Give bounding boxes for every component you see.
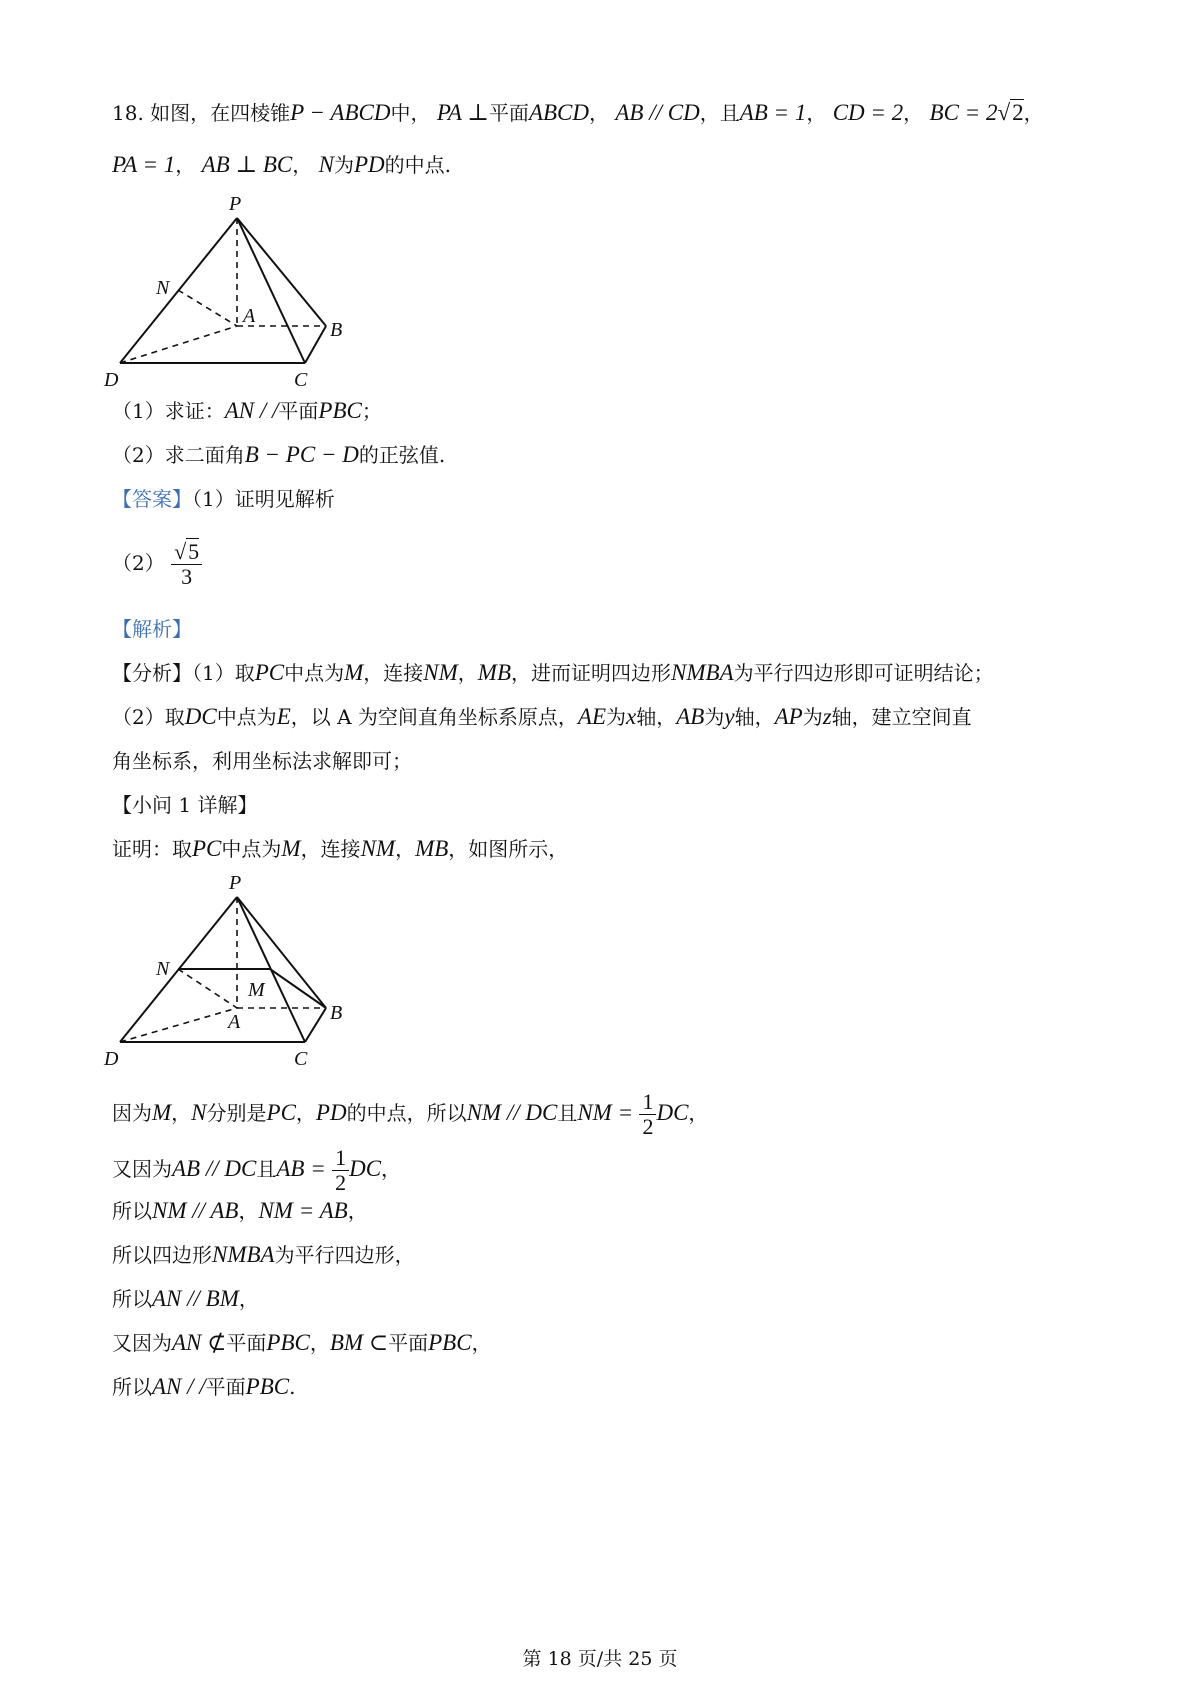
proof-line-3: 又因为AB // DC且AB = $\frac{1}{2}$ DC， (112, 1145, 402, 1195)
answer-tag: 【答案】 (112, 487, 192, 511)
edge-pc (237, 218, 305, 363)
answer-fraction: $\frac{√5}{3}$ (171, 540, 202, 589)
question-line-1: 18. 如图，在四棱锥P − ABCD中， PA ⊥平面ABCD， AB // CD，且AB = 1， CD = 2， BC = 2√2， (112, 100, 1044, 125)
label-a: A (243, 305, 256, 327)
answer-line-1: 【答案】（1）证明见解析 (112, 487, 335, 511)
part-1: （1）求证：AN / /平面PBC； (112, 398, 382, 423)
proof-line-1: 证明：取PC中点为M，连接NM，MB，如图所示， (112, 836, 569, 861)
segment-na (178, 969, 237, 1008)
label-n: N (156, 277, 170, 299)
label-p: P (229, 196, 242, 215)
analysis-tag-line (112, 614, 192, 644)
pyramid-diagram-2 (100, 872, 380, 1072)
answer-line-2: （2） $\frac{√5}{3}$ (112, 540, 202, 589)
analysis-line-1: 【分析】（1）取PC中点为M，连接NM，MB，进而证明四边形NMBA为平行四边形即可证明结论； (112, 660, 994, 685)
label-d: D (104, 1048, 119, 1070)
label-m: M (248, 979, 265, 1001)
detail-tag: 【小问 1 详解】 (112, 793, 258, 817)
segment-na (178, 290, 237, 326)
proof-line-6: 所以AN // BM， (112, 1286, 259, 1311)
pyramid-diagram-1 (100, 196, 380, 396)
fraction-half: $\frac{1}{2}$ (639, 1090, 656, 1139)
label-d: D (104, 369, 119, 391)
proof-line-7: 又因为AN ⊄平面PBC，BM ⊂平面PBC， (112, 1330, 492, 1355)
proof-line-4: 所以NM // AB，NM = AB， (112, 1198, 368, 1223)
label-c: C (294, 1048, 308, 1070)
edge-cb (305, 326, 326, 363)
label-b: B (330, 319, 343, 341)
part-2: （2）求二面角B − PC − D的正弦值. (112, 442, 446, 467)
proof-line-2: 因为M，N分别是PC，PD的中点，所以NM // DC且NM = $\frac{1}{2}$ DC， (112, 1089, 709, 1139)
edge-da (120, 1008, 237, 1042)
proof-line-5: 所以四边形NMBA为平行四边形， (112, 1242, 415, 1267)
label-a: A (228, 1011, 241, 1033)
page-footer: 第 18 页/共 25 页 (522, 1648, 678, 1670)
label-p: P (229, 872, 242, 894)
segment-mb (270, 969, 326, 1008)
fraction-half: $\frac{1}{2}$ (332, 1146, 349, 1195)
edge-cb (305, 1008, 326, 1042)
label-c: C (294, 369, 308, 391)
proof-line-8: 所以AN / /平面PBC. (112, 1374, 296, 1399)
label-n: N (156, 958, 170, 980)
analysis-line-3: 角坐标系，利用坐标法求解即可； (112, 749, 412, 773)
label-b: B (330, 1002, 343, 1024)
analysis-line-2: （2）取DC中点为E，以 A 为空间直角坐标系原点，AE为x轴，AB为y轴，AP为z轴，建立空间直 (112, 704, 972, 729)
detail-tag-line (112, 790, 257, 820)
question-line-2: PA = 1， AB ⊥ BC， N为PD的中点. (112, 152, 451, 177)
analysis-tag: 【解析】 (112, 617, 192, 641)
edge-da (120, 326, 237, 363)
